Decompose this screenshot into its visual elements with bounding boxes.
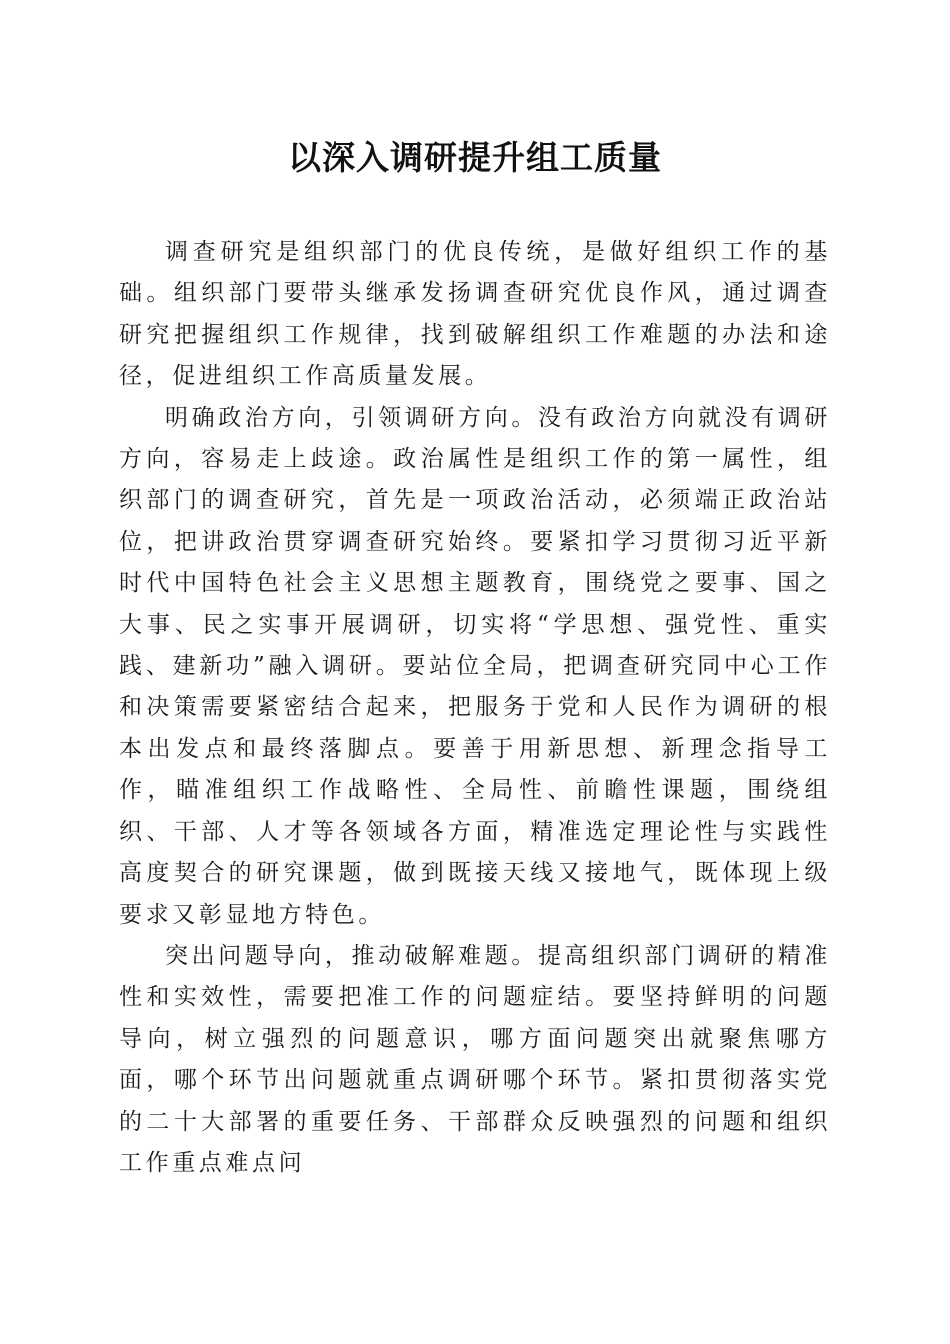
paragraph-problem-orientation: 突出问题导向，推动破解难题。提高组织部门调研的精准性和实效性，需要把准工作的问题症结。要坚持鲜明的问题导向，树立强烈的问题意识，哪方面问题突出就聚焦哪方面，哪个环节出问题就重点调研哪个环节。紧扣贯彻落实党的二十大部署的重要任务、干部群众反映强烈的问题和组织工作重点难点问: [119, 942, 831, 1176]
document-body: [119, 232, 831, 1184]
paragraph-political-direction: 明确政治方向，引领调研方向。没有政治方向就没有调研方向，容易走上歧途。政治属性是组织工作的第一属性，组织部门的调查研究，首先是一项政治活动，必须端正政治站位，把讲政治贯穿调查研究始终。要紧扣学习贯彻习近平新时代中国特色社会主义思想主题教育，围绕党之要事、国之大事、民之实事开展调研，切实将“学思想、强党性、重实践、建新功”融入调研。要站位全局，把调查研究同中心工作和决策需要紧密结合起来，把服务于党和人民作为调研的根本出发点和最终落脚点。要善于用新思想、新理念指导工作，瞄准组织工作战略性、全局性、前瞻性课题，围绕组织、干部、人才等各领域各方面，精准选定理论性与实践性高度契合的研究课题，做到既接天线又接地气，既体现上级要求又彰显地方特色。: [119, 404, 831, 928]
document-title: 以深入调研提升组工质量: [288, 138, 662, 177]
paragraph-intro: 调查研究是组织部门的优良传统，是做好组织工作的基础。组织部门要带头继承发扬调查研究优良作风，通过调查研究把握组织工作规律，找到破解组织工作难题的办法和途径，促进组织工作高质量发展。: [119, 239, 831, 390]
